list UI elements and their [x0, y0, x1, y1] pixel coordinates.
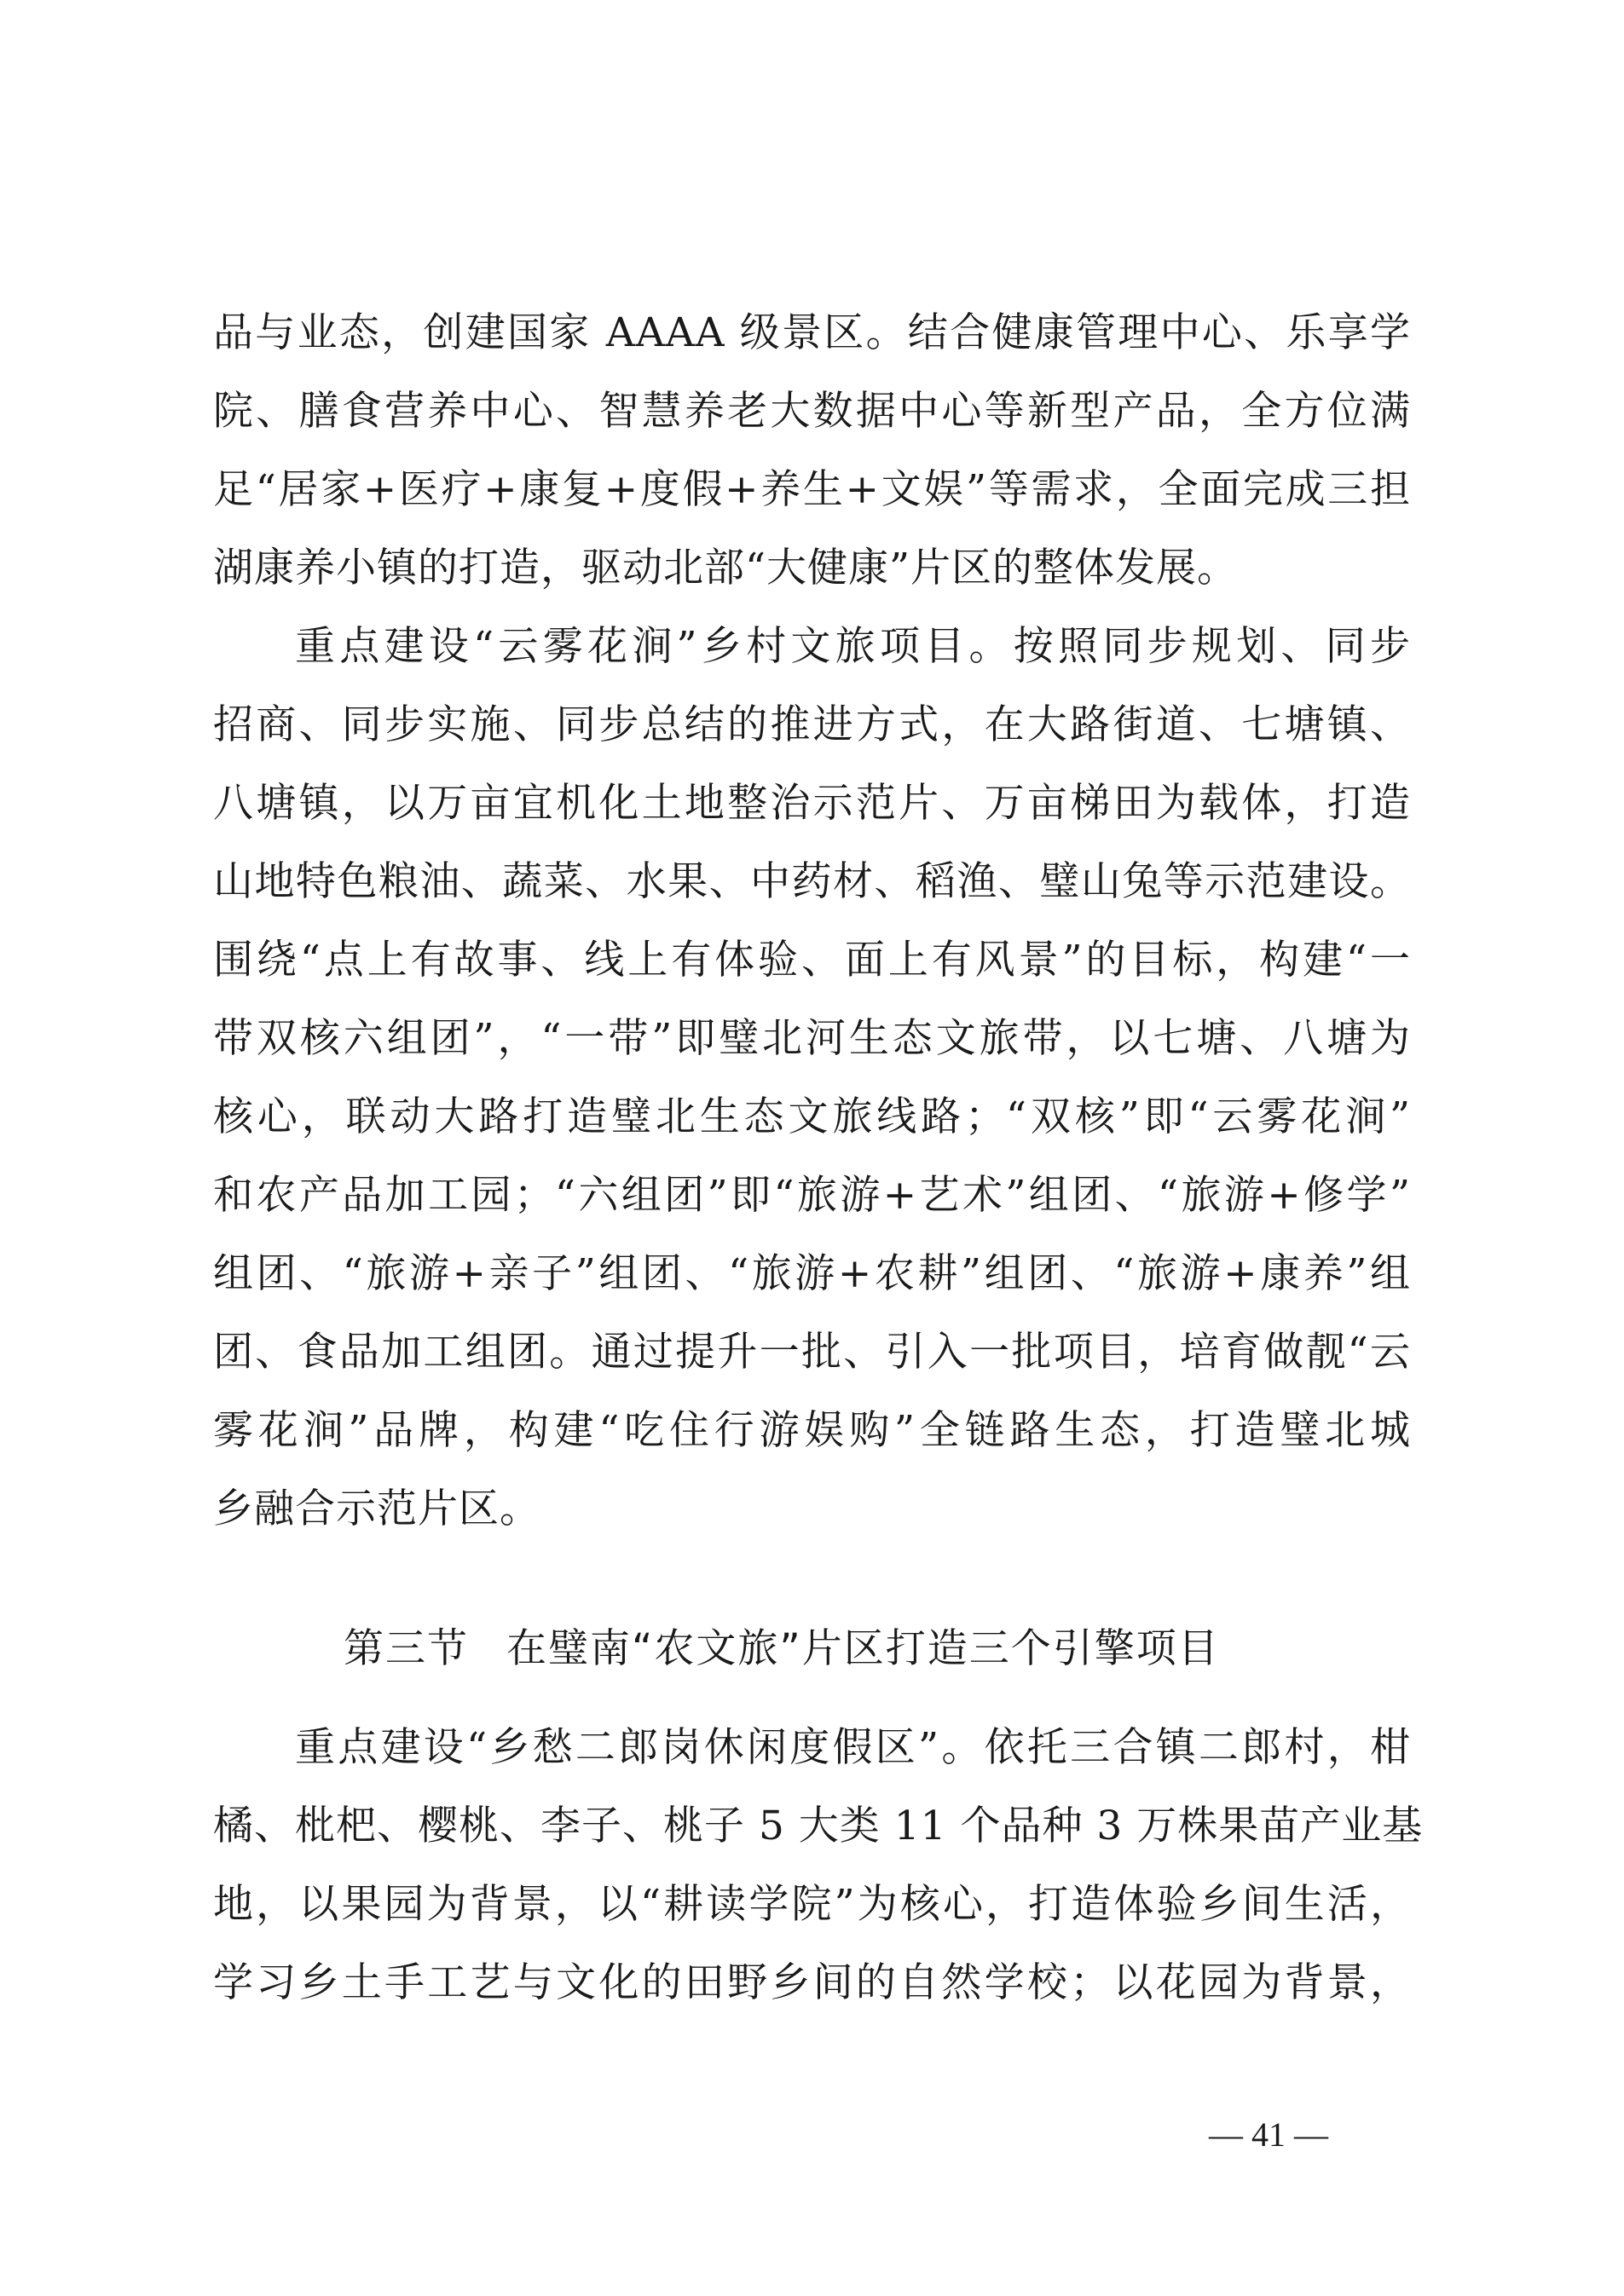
text-line: 招商、同步实施、同步总结的推进方式，在大路街道、七塘镇、 [213, 701, 1411, 748]
text-line: 雾花涧”品牌，构建“吃住行游娱购”全链路生态，打造璧北城 [213, 1407, 1411, 1454]
paragraph-continuation [213, 294, 1411, 608]
text-line: 和农产品加工园；“六组团”即“旅游+艺术”组团、“旅游+修学” [213, 1172, 1411, 1219]
text-line: 核心，联动大路打造璧北生态文旅线路；“双核”即“云雾花涧” [213, 1093, 1411, 1140]
text-line: 带双核六组团”，“一带”即璧北河生态文旅带，以七塘、八塘为 [213, 1015, 1411, 1062]
section-heading [344, 1619, 1220, 1679]
text-line: 湖康养小镇的打造，驱动北部“大健康”片区的整体发展。 [213, 545, 1239, 591]
text-line: 团、食品加工组团。通过提升一批、引入一批项目，培育做靓“云 [213, 1329, 1411, 1376]
text-line: 八塘镇，以万亩宜机化土地整治示范片、万亩梯田为载体，打造 [213, 780, 1411, 827]
text-line: 地，以果园为背景，以“耕读学院”为核心，打造体验乡间生活， [213, 1881, 1411, 1928]
text-line: 重点建设“云雾花涧”乡村文旅项目。按照同步规划、同步 [295, 623, 1411, 670]
text-line: 品与业态，创建国家 AAAA 级景区。结合健康管理中心、乐享学 [213, 309, 1411, 356]
text-line: 组团、“旅游+亲子”组团、“旅游+农耕”组团、“旅游+康养”组 [213, 1250, 1411, 1297]
text-line: 山地特色粮油、蔬菜、水果、中药材、稻渔、璧山兔等示范建设。 [213, 858, 1411, 905]
section-title: 在璧南“农文旅”片区打造三个引擎项目 [506, 1625, 1220, 1672]
section-number: 第三节 [344, 1625, 469, 1672]
paragraph-yunwu-huajian [213, 608, 1411, 1549]
text-line: 足“居家+医疗+康复+度假+养生+文娱”等需求，全面完成三担 [213, 466, 1411, 513]
text-line: 重点建设“乡愁二郎岗休闲度假区”。依托三合镇二郎村，柑 [295, 1724, 1411, 1771]
paragraph-erlang-gang [213, 1709, 1424, 2022]
text-line: 围绕“点上有故事、线上有体验、面上有风景”的目标，构建“一 [213, 937, 1411, 984]
text-line: 橘、枇杷、樱桃、李子、桃子 5 大类 11 个品种 3 万株果苗产业基 [213, 1803, 1424, 1849]
text-line: 院、膳食营养中心、智慧养老大数据中心等新型产品，全方位满 [213, 388, 1411, 435]
page-number: — 41 — [1209, 2115, 1328, 2154]
text-line: 学习乡土手工艺与文化的田野乡间的自然学校；以花园为背景， [213, 1959, 1411, 2006]
text-line: 乡融合示范片区。 [213, 1485, 540, 1532]
